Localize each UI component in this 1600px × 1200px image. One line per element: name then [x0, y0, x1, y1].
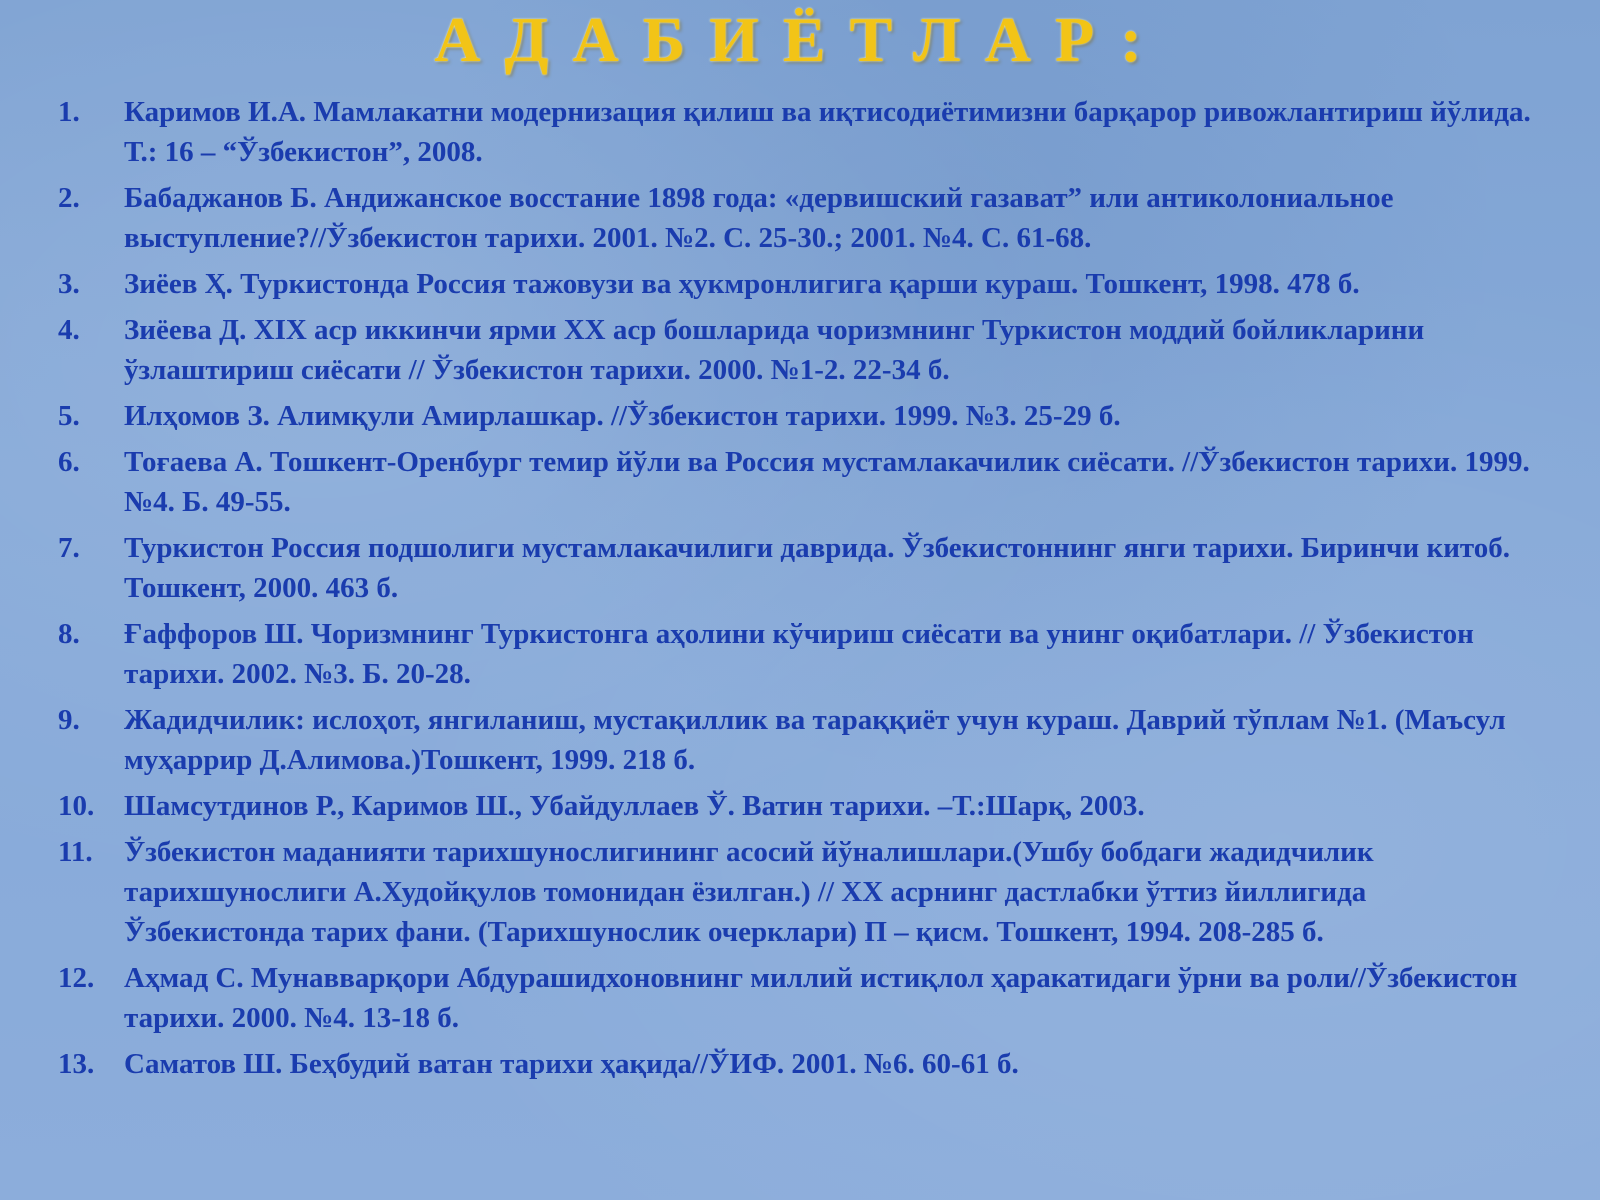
list-item-text: Шамсутдинов Р., Каримов Ш., Убайдуллаев Ў. Ватин тарихи. –Т.:Шарқ, 2003.	[124, 790, 1145, 822]
list-item-number: 11.	[58, 836, 93, 868]
list-item-text: Тоғаева А. Тошкент-Оренбург темир йўли ва Россия мустамлакачилик сиёсати. //Ўзбекистон тарихи. 1999. №4. Б. 49-55.	[124, 446, 1530, 518]
list-item-text: Зиёев Ҳ. Туркистонда Россия тажовузи ва ҳукмронлигига қарши кураш. Тошкент, 1998. 478 б.	[124, 268, 1360, 300]
list-item-text: Зиёева Д. XIX аср иккинчи ярми XX аср бошларида чоризмнинг Туркистон моддий бойликларини ўзлаштириш сиёсати // Ўзбекистон тарихи. 2000. №1-2. 22-34 б.	[124, 314, 1425, 386]
list-item	[58, 958, 1548, 1038]
list-item-number: 8.	[58, 618, 80, 650]
list-item	[58, 310, 1548, 390]
list-item-number: 12.	[58, 962, 95, 994]
list-item	[58, 1044, 1548, 1084]
list-item-text: Жадидчилик: ислоҳот, янгиланиш, мустақиллик ва тараққиёт учун кураш. Даврий тўплам №1. (Маъсул муҳаррир Д.Алимова.)Тошкент, 1999. 218 б.	[124, 704, 1506, 776]
list-item	[58, 396, 1548, 436]
slide-title: АДАБИЁТЛАР:	[434, 4, 1166, 75]
list-item	[58, 786, 1548, 826]
list-item	[58, 264, 1548, 304]
list-item-number: 10.	[58, 790, 95, 822]
list-item	[58, 92, 1548, 172]
reference-list	[58, 92, 1548, 1090]
list-item	[58, 700, 1548, 780]
list-item	[58, 442, 1548, 522]
list-item	[58, 614, 1548, 694]
list-item-number: 2.	[58, 182, 80, 214]
list-item-text: Ўзбекистон маданияти тарихшунослигининг асосий йўналишлари.(Ушбу бобдаги жадидчилик тарихшунослиги А.Худойқулов томонидан ёзилган.) // XX асрнинг дастлабки ўттиз йиллигида Ўзбекистонда тарих фани. (Тарихшунослик очерклари) П – қисм. Тошкент, 1994. 208-285 б.	[124, 836, 1374, 948]
list-item-number: 7.	[58, 532, 80, 564]
list-item-text: Аҳмад С. Мунавварқори Абдурашидхоновнинг миллий истиқлол ҳаракатидаги ўрни ва роли//Ўзбекистон тарихи. 2000. №4. 13-18 б.	[124, 962, 1518, 1034]
list-item-number: 1.	[58, 96, 80, 128]
list-item-text: Бабаджанов Б. Андижанское восстание 1898 года: «дервишский газават” или антиколониальное выступление?//Ўзбекистон тарихи. 2001. №2. С. 25-30.; 2001. №4. С. 61-68.	[124, 182, 1394, 254]
list-item-number: 3.	[58, 268, 80, 300]
list-item-text: Саматов Ш. Беҳбудий ватан тарихи ҳақида//ЎИФ. 2001. №6. 60-61 б.	[124, 1048, 1019, 1080]
list-item-text: Ғаффоров Ш. Чоризмнинг Туркистонга аҳолини кўчириш сиёсати ва унинг оқибатлари. // Ўзбекистон тарихи. 2002. №3. Б. 20-28.	[124, 618, 1474, 690]
list-item-text: Илҳомов З. Алимқули Амирлашкар. //Ўзбекистон тарихи. 1999. №3. 25-29 б.	[124, 400, 1121, 432]
list-item-number: 9.	[58, 704, 80, 736]
list-item-number: 5.	[58, 400, 80, 432]
list-item-number: 13.	[58, 1048, 95, 1080]
list-item-number: 4.	[58, 314, 80, 346]
list-item	[58, 178, 1548, 258]
list-item	[58, 832, 1548, 952]
list-item-number: 6.	[58, 446, 80, 478]
list-item	[58, 528, 1548, 608]
list-item-text: Туркистон Россия подшолиги мустамлакачилиги даврида. Ўзбекистоннинг янги тарихи. Биринчи китоб. Тошкент, 2000. 463 б.	[124, 532, 1511, 604]
list-item-text: Каримов И.А. Мамлакатни модернизация қилиш ва иқтисодиётимизни барқарор ривожлантириш йўлида. Т.: 16 – “Ўзбекистон”, 2008.	[124, 96, 1531, 168]
